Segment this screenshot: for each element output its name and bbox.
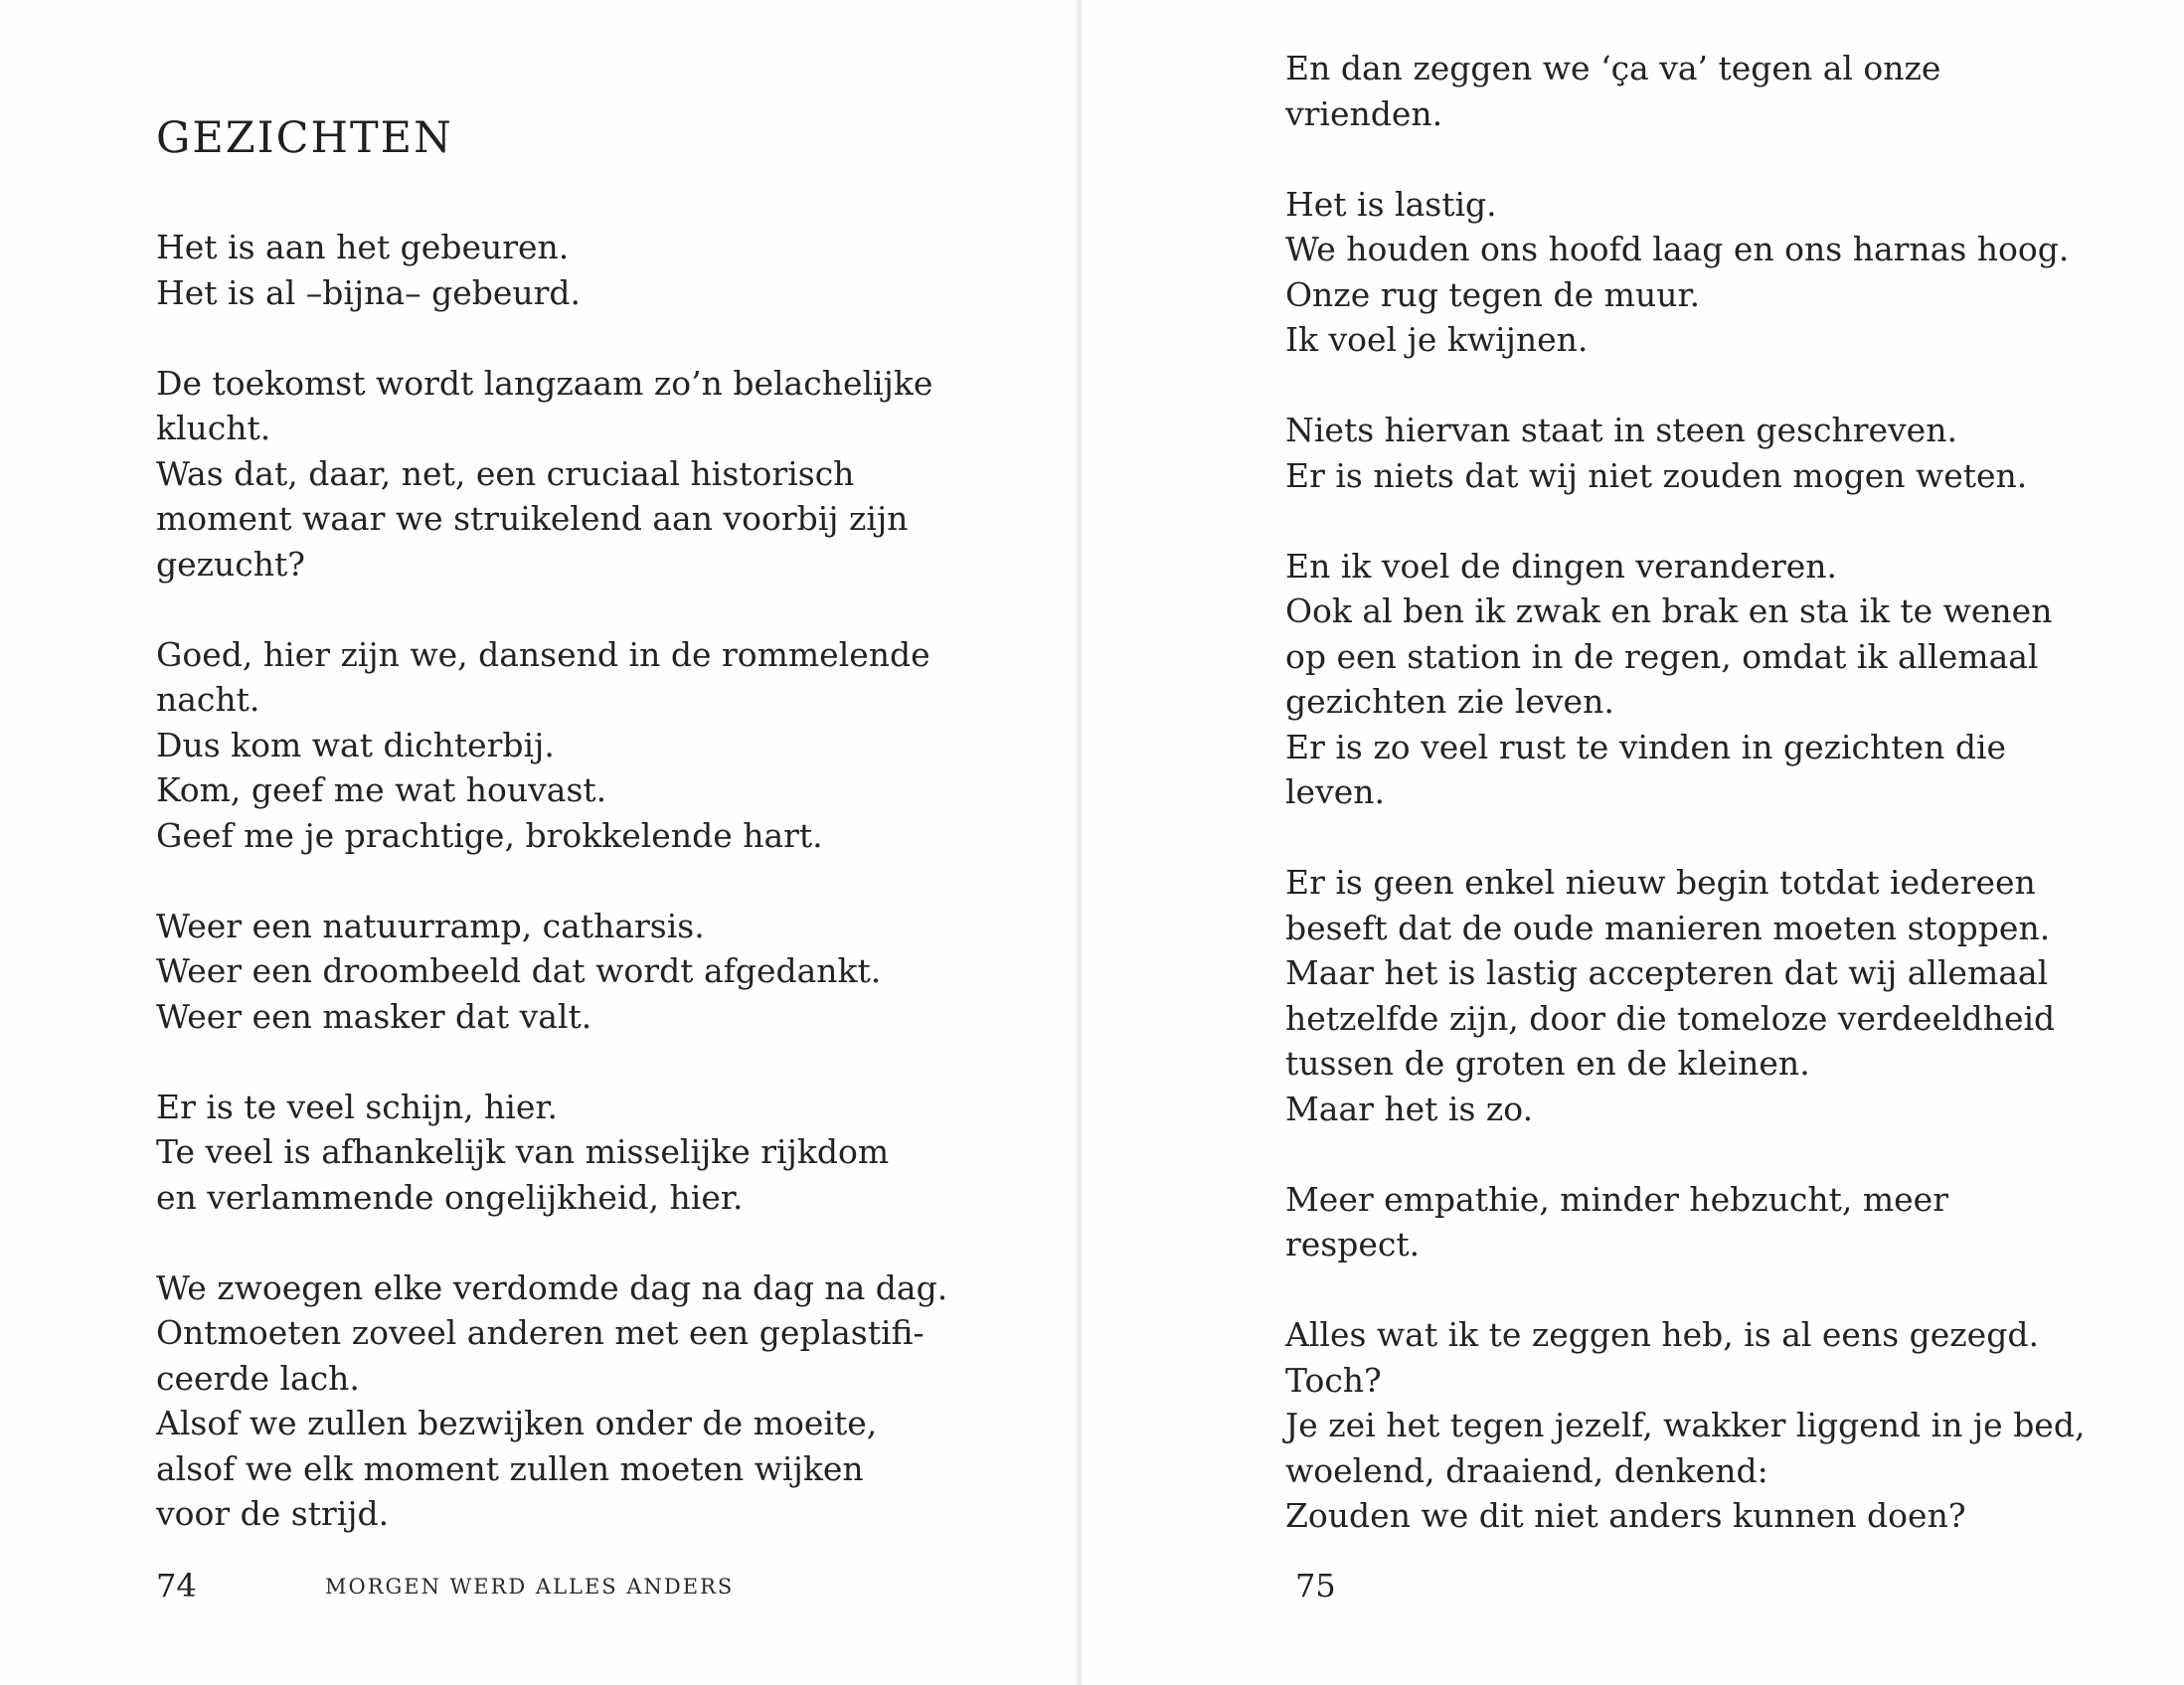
poem-line: Ook al ben ik zwak en brak en sta ik te wenen [1285,591,2053,630]
poem-line: Alles wat ik te zeggen heb, is al eens gezegd. [1285,1315,2039,1354]
left-page [0,0,1074,1685]
poem-line: respect. [1285,1225,1421,1264]
page-number-left: 74 [156,1567,197,1604]
poem-line: tussen de groten en de kleinen. [1285,1044,1810,1083]
stanza [1285,1312,2085,1539]
poem-line: Niets hiervan staat in steen geschreven. [1285,411,1957,449]
poem-line: Ik voel je kwijnen. [1285,320,1589,359]
poem-line: Geef me je prachtige, brokkelende hart. [156,815,823,855]
stanza [1285,1177,2085,1267]
stanza-break [1285,498,2085,544]
poem-line: Goed, hier zijn we, dansend in de rommelende [156,634,930,674]
poem-line: Er is te veel schijn, hier. [156,1087,559,1126]
stanza-break [156,1220,947,1265]
poem-line: Was dat, daar, net, een cruciaal historisch [156,453,855,493]
stanza-break [156,1039,947,1085]
poem-line: voor de strijd. [156,1494,390,1533]
stanza-break [156,858,947,904]
poem-line: alsof we elk moment zullen moeten wijken [156,1448,864,1488]
poem-line: De toekomst wordt langzaam zo’n belachelijke [156,363,933,403]
poem-line: Er is zo veel rust te vinden in gezichten die [1285,727,2007,766]
stanza [156,225,947,315]
poem-line: En ik voel de dingen veranderen. [1285,546,1838,586]
poem-line: Toch? [1285,1360,1382,1400]
poem-line: moment waar we struikelend aan voorbij zijn [156,499,909,538]
poem-line: woelend, draaiend, denkend: [1285,1450,1768,1490]
stanza [156,1085,947,1221]
poem-title: GEZICHTEN [156,112,453,163]
stanza [1285,408,2085,498]
poem-line: nacht. [156,680,260,719]
poem-line: ceerde lach. [156,1358,360,1398]
poem-line: Weer een masker dat valt. [156,996,592,1036]
poem-line: En dan zeggen we ‘ça va’ tegen al onze [1285,49,1941,87]
poem-line: Het is aan het gebeuren. [156,228,570,266]
stanza-break [1285,1267,2085,1313]
page-number-right: 75 [1295,1567,1336,1604]
poem-line: We zwoegen elke verdomde dag na dag na dag. [156,1267,948,1307]
poem-line: We houden ons hoofd laag en ons harnas hoog. [1285,230,2070,268]
poem-line: op een station in de regen, omdat ik allemaal [1285,636,2039,676]
poem-line: Er is geen enkel nieuw begin totdat iedereen [1285,863,2036,902]
poem-line: Te veel is afhankelijk van misselijke rijkdom [156,1132,890,1171]
poem-line: Maar het is zo. [1285,1089,1534,1128]
poem-line: gezichten zie leven. [1285,682,1614,721]
poem-line: beseft dat de oude manieren moeten stoppen. [1285,908,2051,947]
poem-line: Ontmoeten zoveel anderen met een geplastifi- [156,1313,924,1352]
poem-line: klucht. [156,409,271,447]
poem-line: Het is lastig. [1285,184,1497,224]
poem-line: gezucht? [156,544,305,584]
poem-line: Kom, geef me wat houvast. [156,770,607,809]
poem-line: Zouden we dit niet anders kunnen doen? [1285,1496,1966,1535]
running-head: MORGEN WERD ALLES ANDERS [325,1575,735,1599]
poem-line: en verlammende ongelijkheid, hier. [156,1177,744,1217]
poem-line: Alsof we zullen bezwijken onder de moeite, [156,1404,878,1442]
poem-line: Je zei het tegen jezelf, wakker liggend in je bed, [1285,1406,2086,1444]
stanza-break [1285,363,2085,409]
right-poem-body [1285,46,2085,1539]
stanza [156,1265,947,1537]
stanza-break [1285,1131,2085,1177]
poem-line: Er is niets dat wij niet zouden mogen weten. [1285,455,2028,495]
poem-line: Weer een natuurramp, catharsis. [156,906,705,945]
poem-line: hetzelfde zijn, door die tomeloze verdeeldheid [1285,998,2056,1038]
poem-line: Weer een droombeeld dat wordt afgedankt. [156,951,882,990]
poem-line: vrienden. [1285,93,1443,133]
stanza-break [1285,136,2085,182]
book-gutter [1074,0,1084,1685]
stanza [1285,544,2085,815]
right-page [1084,0,2184,1685]
poem-line: Meer empathie, minder hebzucht, meer [1285,1179,1948,1219]
poem-line: Het is al –bijna– gebeurd. [156,272,582,312]
stanza [156,632,947,859]
stanza [1285,46,2085,136]
left-poem-body [156,225,947,1537]
stanza-break [156,587,947,632]
stanza-break [156,315,947,361]
stanza [1285,182,2085,363]
poem-line: Dus kom wat dichterbij. [156,725,555,764]
stanza [156,904,947,1040]
stanza-break [1285,815,2085,861]
stanza [156,361,947,588]
poem-line: Maar het is lastig accepteren dat wij allemaal [1285,953,2049,992]
poem-line: Onze rug tegen de muur. [1285,274,1701,314]
poem-line: leven. [1285,772,1385,811]
stanza [1285,860,2085,1131]
